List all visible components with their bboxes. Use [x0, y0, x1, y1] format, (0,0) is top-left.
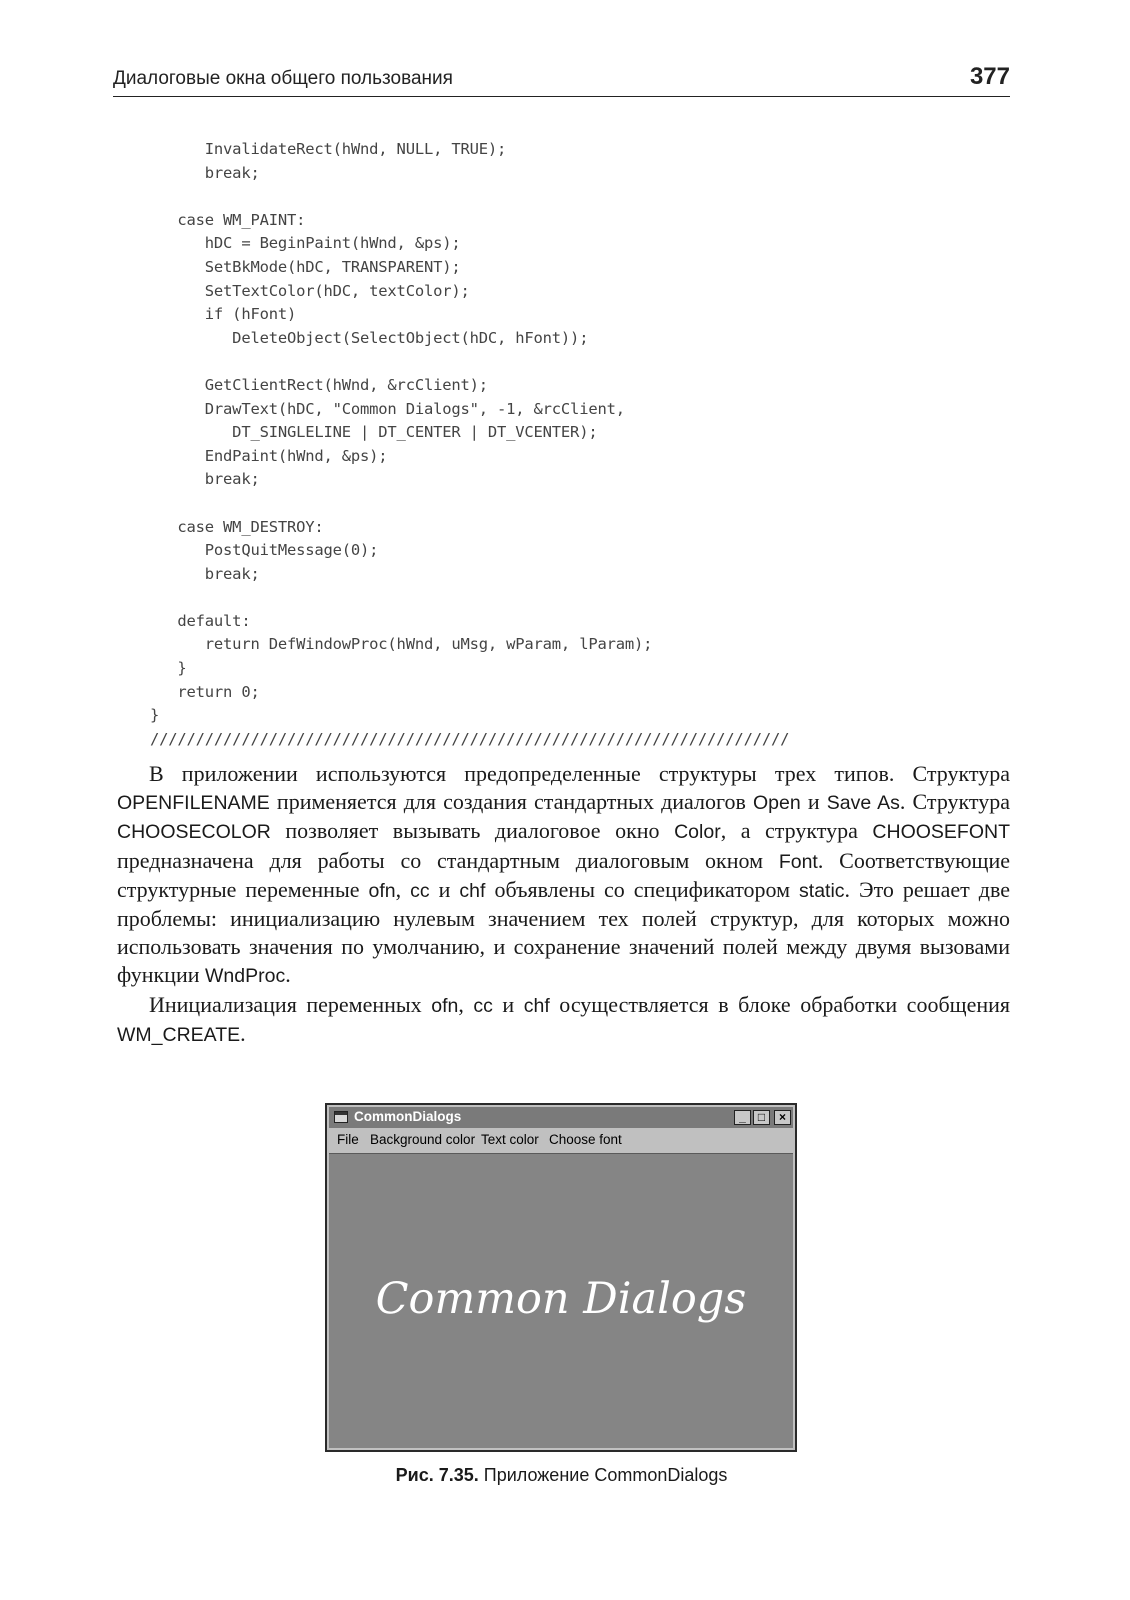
code-line: default: [150, 611, 251, 630]
code-line [150, 350, 1010, 374]
code-line: case WM_PAINT: [150, 210, 306, 229]
maximize-button[interactable]: □ [753, 1110, 770, 1125]
code-line: break; [150, 163, 260, 182]
code-term: WndProc [205, 965, 286, 988]
code-term: cc [410, 879, 430, 902]
menu-background-color[interactable]: Background color [370, 1132, 476, 1147]
page-header [113, 62, 1010, 97]
code-term: chf [523, 994, 550, 1017]
client-area[interactable] [329, 1153, 793, 1448]
code-term: Open [753, 792, 801, 815]
code-term: ofn [431, 994, 459, 1017]
window-icon [334, 1111, 348, 1123]
code-term: Color [674, 821, 721, 844]
caption-text: Приложение CommonDialogs [478, 1465, 728, 1485]
code-line: return DefWindowProc(hWnd, uMsg, wParam, lParam); [150, 635, 653, 654]
code-line: case WM_DESTROY: [150, 517, 324, 536]
code-line: if (hFont) [150, 305, 297, 324]
menu-text-color[interactable]: Text color [481, 1132, 539, 1147]
code-line: } [150, 706, 160, 725]
code-line: InvalidateRect(hWnd, NULL, TRUE); [150, 140, 507, 158]
window-titlebar[interactable] [329, 1107, 793, 1128]
code-listing [150, 138, 1010, 751]
code-line [150, 492, 1010, 516]
code-term: Font [778, 850, 818, 873]
code-line [150, 185, 1010, 209]
menu-file[interactable]: File [337, 1132, 359, 1147]
code-line: SetBkMode(hDC, TRANSPARENT); [150, 257, 461, 276]
code-term: ofn [368, 879, 396, 902]
client-text: Common Dialogs [375, 1274, 747, 1324]
paragraph: В приложении используются предопределенные структуры трех типов. Структура OPENFILENAME применяется для создания стандартных диалогов Open и Save As. Структура CHOOSECOLOR позволяет вызывать диалоговое окно Color, а структура CHOOSEFONT предназначена для работы со стандартным диалоговым окном Font. Соответствующие структурные переменные ofn, cc и chf объявлены со спецификатором static. Это решает две проблемы: инициализацию нулевым значением тех полей структур, для которых можно использовать значения по умолчанию, и сохранение значений полей между двумя вызовами функции WndProc. [117, 761, 1011, 988]
code-term: CHOOSEFONT [872, 821, 1010, 844]
body-text [117, 760, 1010, 1049]
code-line: PostQuitMessage(0); [150, 541, 379, 560]
paragraph: Инициализация переменных ofn, cc и chf осуществляется в блоке обработки сообщения WM_CREATE. [117, 991, 1011, 1046]
code-line: SetTextColor(hDC, textColor); [150, 281, 470, 300]
caption-label: Рис. 7.35. [395, 1465, 479, 1485]
code-term: CHOOSECOLOR [117, 821, 271, 844]
code-line [150, 586, 1010, 610]
code-term: cc [473, 994, 493, 1017]
code-line: DT_SINGLELINE | DT_CENTER | DT_VCENTER); [150, 423, 598, 442]
code-line: break; [150, 564, 260, 583]
code-line: } [150, 659, 187, 678]
code-line: DeleteObject(SelectObject(hDC, hFont)); [150, 328, 589, 347]
running-head: Диалоговые окна общего пользования [113, 68, 453, 89]
code-line: GetClientRect(hWnd, &rcClient); [150, 375, 488, 394]
code-line: return 0; [150, 682, 260, 701]
window-title: CommonDialogs [354, 1109, 462, 1124]
menu-choose-font[interactable]: Choose font [549, 1132, 622, 1147]
code-line: break; [150, 470, 260, 489]
code-line: EndPaint(hWnd, &ps); [150, 446, 388, 465]
minimize-button[interactable]: _ [734, 1110, 751, 1125]
code-term: chf [459, 879, 486, 902]
code-line: DrawText(hDC, "Common Dialogs", -1, &rcClient, [150, 399, 625, 418]
common-dialogs-window [325, 1103, 797, 1452]
code-term: Save As [826, 792, 900, 815]
figure-caption [113, 1465, 1010, 1486]
menu-bar [329, 1129, 793, 1151]
close-button[interactable]: × [774, 1110, 791, 1125]
code-line: ////////////////////////////////////////////////////////////////////// [150, 729, 790, 748]
code-term: static [799, 879, 845, 902]
page-number: 377 [969, 63, 1010, 90]
code-term: WM_CREATE [117, 1023, 241, 1046]
code-line: hDC = BeginPaint(hWnd, &ps); [150, 234, 461, 253]
code-term: OPENFILENAME [117, 792, 270, 815]
